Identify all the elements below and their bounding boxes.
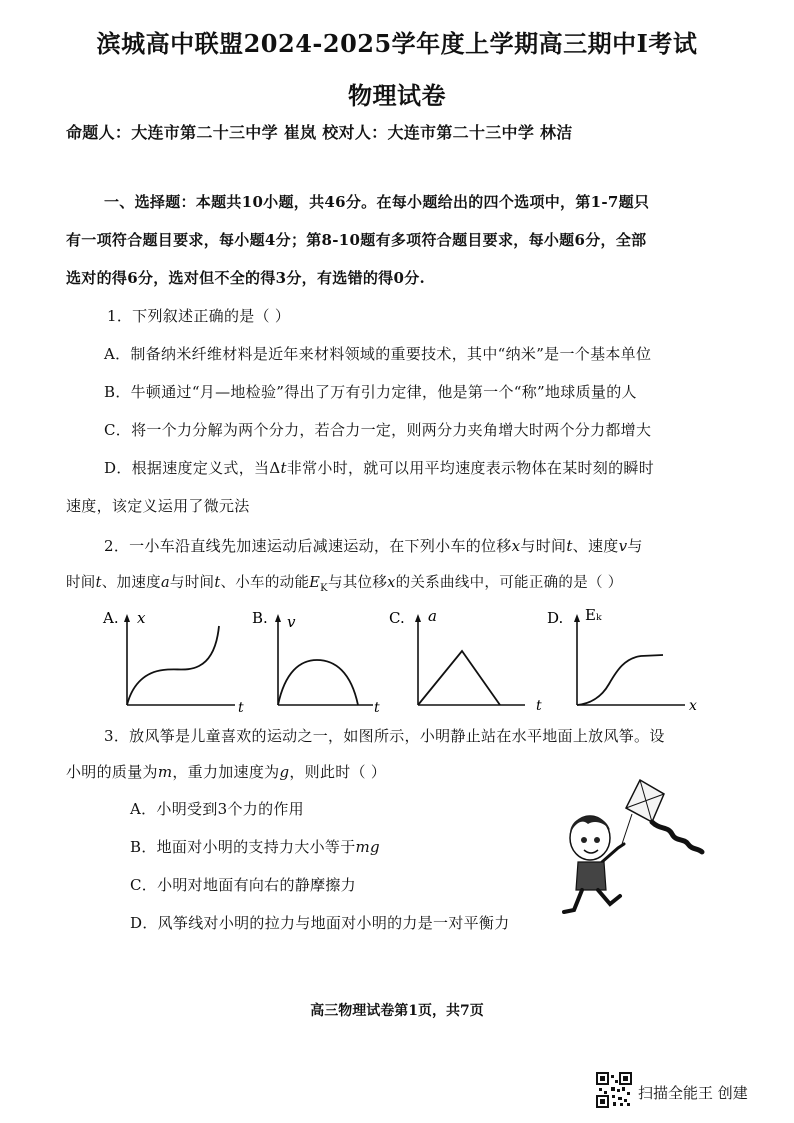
q1-option-b: B．牛顿通过“月—地检验”得出了万有引力定律，他是第一个“称”地球质量的人 — [104, 383, 637, 401]
q2-graphs — [95, 600, 715, 720]
arrow-up-icon — [275, 614, 281, 622]
q2-text: 、加速度 — [101, 575, 161, 591]
graph-d — [547, 606, 697, 714]
q2-text: 、速度 — [572, 537, 619, 555]
graph-c-ylabel: a — [428, 607, 437, 625]
q2-text: 的关系曲线中，可能正确的是（ ） — [395, 575, 623, 591]
graph-a-ylabel: x — [137, 609, 146, 627]
kite-tail — [652, 822, 702, 852]
var-mg: mg — [355, 838, 380, 856]
q2-stem-line1 — [104, 535, 643, 556]
var-t: t — [214, 575, 221, 591]
qr-code-icon — [596, 1072, 632, 1108]
var-v: v — [618, 537, 628, 555]
var-t: t — [566, 537, 573, 555]
q1-option-a: A．制备纳米纤维材料是近年来材料领域的重要技术，其中“纳米”是一个基本单位 — [104, 345, 652, 363]
q3-option-d: D．风筝线对小明的拉力与地面对小明的力是一对平衡力 — [130, 914, 510, 932]
graph-a — [102, 609, 244, 716]
graph-d-curve — [577, 655, 663, 705]
section1-line-1: 一、选择题：本题共10小题，共46分。在每小题给出的四个选项中，第1-7题只 — [104, 193, 650, 211]
q3-option-a: A．小明受到3个力的作用 — [130, 800, 304, 818]
graph-d-label: D. — [547, 609, 564, 627]
q1-option-d — [104, 457, 654, 478]
graph-c-curve — [418, 651, 500, 705]
q2-text: 与其位移 — [327, 575, 388, 591]
graph-b-xlabel: t — [374, 700, 380, 716]
q2-text: 、小车的动能 — [220, 575, 310, 591]
var-m: m — [157, 763, 173, 781]
arrow-up-icon — [574, 614, 580, 622]
kite-string — [622, 814, 632, 844]
graph-c-xlabel: t — [536, 698, 542, 714]
q3-option-b-text: B．地面对小明的支持力大小等于 — [130, 838, 356, 856]
q2-stem-line2 — [66, 571, 623, 594]
graph-b — [252, 609, 380, 716]
exam-subtitle: 物理试卷 — [348, 81, 446, 110]
authors-line: 命题人：大连市第二十三中学 崔岚 校对人：大连市第二十三中学 林洁 — [66, 123, 573, 142]
graph-b-ylabel: v — [287, 613, 296, 631]
graph-d-ylabel: Eₖ — [585, 606, 602, 624]
graph-c — [389, 607, 542, 714]
q3-text: 小明的质量为 — [66, 763, 158, 781]
delta-symbol: Δ — [269, 459, 281, 477]
q2-text: 与 — [627, 537, 643, 555]
q3-text: ，则此时（ ） — [289, 763, 387, 781]
arrow-up-icon — [124, 614, 130, 622]
page-footer: 高三物理试卷第1页，共7页 — [310, 1003, 484, 1019]
q3-stem-line1: 3．放风筝是儿童喜欢的运动之一，如图所示，小明静止站在水平地面上放风筝。设 — [104, 727, 665, 745]
watermark-text: 扫描全能王 创建 — [638, 1084, 748, 1102]
var-x: x — [387, 575, 396, 591]
q1-option-d-line2: 速度，该定义运用了微元法 — [66, 497, 250, 515]
var-t: t — [280, 459, 287, 477]
var-x: x — [511, 537, 521, 555]
subscript-k: K — [320, 582, 328, 594]
graph-b-label: B. — [252, 609, 268, 627]
q1-option-d-part2: 非常小时，就可以用平均速度表示物体在某时刻的瞬时 — [286, 459, 654, 477]
q1-option-c: C．将一个力分解为两个分力，若合力一定，则两分力夹角增大时两个分力都增大 — [104, 421, 652, 439]
var-e: E — [309, 575, 321, 591]
boy-leg — [564, 890, 582, 912]
q3-option-c: C．小明对地面有向右的静摩擦力 — [130, 876, 356, 894]
section1-line-3: 选对的得6分，选对但不全的得3分，有选错的得0分. — [66, 269, 426, 287]
graph-d-xlabel: x — [689, 698, 697, 714]
arrow-up-icon — [415, 614, 421, 622]
boy-body — [576, 862, 606, 890]
var-t: t — [95, 575, 102, 591]
exam-title: 滨城高中联盟2024-2025学年度上学期高三期中Ⅰ考试 — [96, 29, 698, 58]
q2-text: 2．一小车沿直线先加速运动后减速运动，在下列小车的位移 — [104, 537, 512, 555]
var-g: g — [279, 763, 290, 781]
var-a: a — [160, 575, 170, 591]
boy-eye — [594, 837, 600, 843]
q1-stem: 1．下列叙述正确的是（ ） — [107, 307, 291, 325]
boy-leg — [598, 890, 620, 904]
q1-option-d-part1: D．根据速度定义式，当 — [104, 459, 270, 477]
graph-b-curve — [278, 660, 358, 705]
q3-stem-line2 — [66, 761, 386, 782]
section1-line-2: 有一项符合题目要求，每小题4分；第8-10题有多项符合题目要求，每小题6分，全部 — [66, 231, 647, 249]
graph-a-curve — [127, 626, 219, 705]
q3-text: ，重力加速度为 — [172, 763, 280, 781]
q2-text: 与时间 — [169, 575, 215, 591]
graph-a-label: A. — [103, 609, 119, 627]
q2-text: 与时间 — [520, 537, 567, 555]
q2-text: 时间 — [66, 575, 96, 591]
kite-boy-illustration — [560, 778, 720, 928]
q3-option-b — [130, 836, 380, 857]
boy-eye — [581, 837, 587, 843]
graph-c-label: C. — [389, 609, 405, 627]
graph-a-xlabel: t — [238, 700, 244, 716]
